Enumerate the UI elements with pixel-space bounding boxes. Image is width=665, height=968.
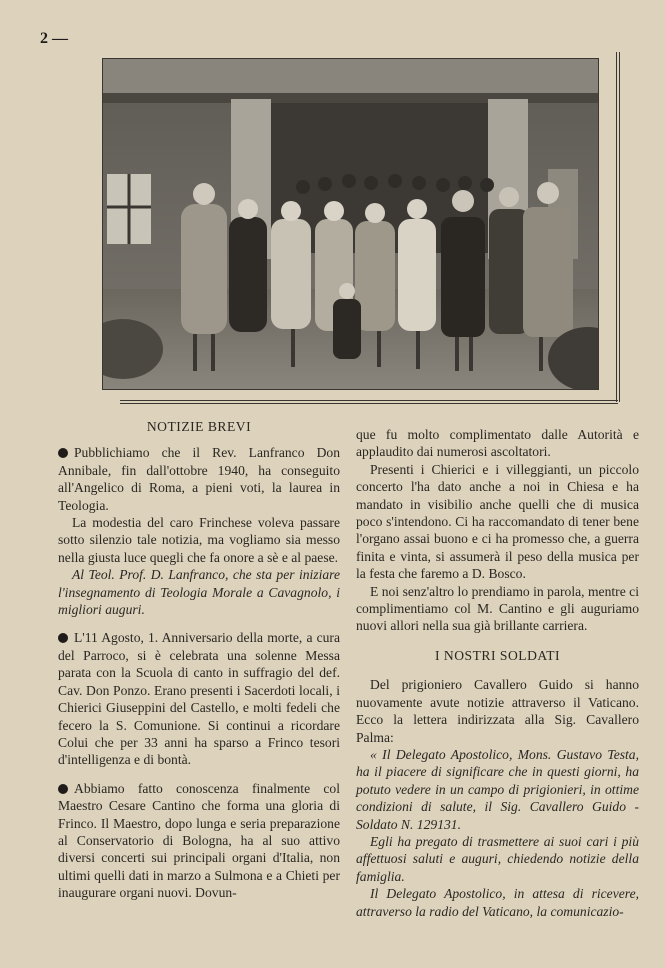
nostri-soldati-heading: I NOSTRI SOLDATI: [434, 647, 561, 663]
paragraph-text: Pubblichiamo che il Rev. Lanfranco Don Annibale, fin dall'ottobre 1940, ha conseguito all'Angelico di Roma, a pieni voti, la laurea in Teologia.: [58, 445, 340, 513]
paragraph-text: Il Delegato Apostolico, in attesa di ricevere, attraverso la radio del Vaticano, la comunicazio-: [356, 886, 639, 919]
left-column-paragraphs: [58, 444, 340, 901]
page-number: 2 —: [40, 30, 68, 47]
article-paragraph: [356, 461, 639, 583]
photo-frame-horizontal-rule: [120, 400, 618, 404]
photo-frame-vertical-rule: [616, 52, 620, 402]
bullet-icon: [58, 633, 68, 643]
group-photograph: [102, 58, 599, 390]
article-paragraph: [58, 444, 340, 514]
article-paragraph: [58, 514, 340, 566]
bullet-icon: [58, 448, 68, 458]
article-paragraph: [356, 426, 639, 461]
paragraph-text: La modestia del caro Frinchese voleva passare sotto silenzio tale notizia, ma vogliamo sia messo nella giusta luce quegli che fa onore a sè e al paese.: [58, 515, 340, 565]
article-paragraph: [58, 780, 340, 902]
right-column-paragraphs-bottom: [356, 676, 639, 920]
left-column: [58, 418, 340, 902]
article-paragraph: [356, 583, 639, 635]
article-paragraph: [356, 746, 639, 833]
paragraph-text: que fu molto complimentato dalle Autorità e applaudito dai numerosi ascoltatori.: [356, 427, 639, 460]
paragraph-text: Presenti i Chierici e i villeggianti, un piccolo concerto l'ha dato anche a noi in Chiesa e ha mandato in visibilio anche quelli che di musica poco s'intendono. Ci ha raccomandato di tener bene l'organo assai buono e ci ha promesso che, a guerra finita e vinta, si assumerà il peso della musica per la festa che faremo a D. Bosco.: [356, 461, 639, 582]
paragraph-text: L'11 Agosto, 1. Anniversario della morte, a cura del Parroco, si è celebrata una solenne Messa parata con la Scuola di canto in suffragio del def. Cav. Don Ponzo. Erano presenti i Sacerdoti locali, i Chierici Giuseppini del Castello, e molti fedeli che fecero la S. Comunione. Si continui a ricordare Colui che per 33 anni ha sparso a Frinco tesori d'intelligenza e di bontà.: [58, 630, 340, 768]
right-column-paragraphs-top: [356, 426, 639, 635]
paragraph-text: Abbiamo fatto conoscenza finalmente col Maestro Cesare Cantino che forma una gloria di Frinco. Il Maestro, dopo lunga e seria preparazione al Conservatorio di Bologna, ha al suo attivo diversi concerti sui principali organi d'Italia, non ultimi quelli dati in marzo a Sulmona e a Chieti per inaugurare organi nuovi. Dovun-: [58, 780, 340, 901]
paragraph-text: Del prigioniero Cavallero Guido si hanno nuovamente avute notizie attraverso il Vaticano. Ecco la lettera indirizzata alla Sig. Cavallero Palma:: [356, 677, 639, 745]
notizie-brevi-heading: NOTIZIE BREVI: [146, 419, 252, 434]
paragraph-text: « Il Delegato Apostolico, Mons. Gustavo Testa, ha il piacere di significare che in questi giorni, ha potuto vedere in un campo di prigionieri, in ottime condizioni di salute, il Sig. Cavallero Guido - Soldato N. 129131.: [356, 746, 639, 832]
article-paragraph: [58, 566, 340, 618]
right-column: [356, 426, 639, 920]
article-paragraph: [356, 833, 639, 885]
article-paragraph: [356, 676, 639, 746]
bullet-icon: [58, 784, 68, 794]
article-paragraph: [356, 885, 639, 920]
article-paragraph: [58, 629, 340, 768]
paragraph-text: Al Teol. Prof. D. Lanfranco, che sta per iniziare l'insegnamento di Teologia Morale a Cavagnolo, i migliori auguri.: [58, 567, 340, 618]
paragraph-text: E noi senz'altro lo prendiamo in parola, mentre ci complimentiamo col M. Cantino e gli auguriamo nuovi allori nella sua già brillante carriera.: [356, 583, 639, 634]
paragraph-text: Egli ha pregato di trasmettere ai suoi cari i più affettuosi saluti e auguri, chiedendo notizie della famiglia.: [356, 833, 639, 884]
